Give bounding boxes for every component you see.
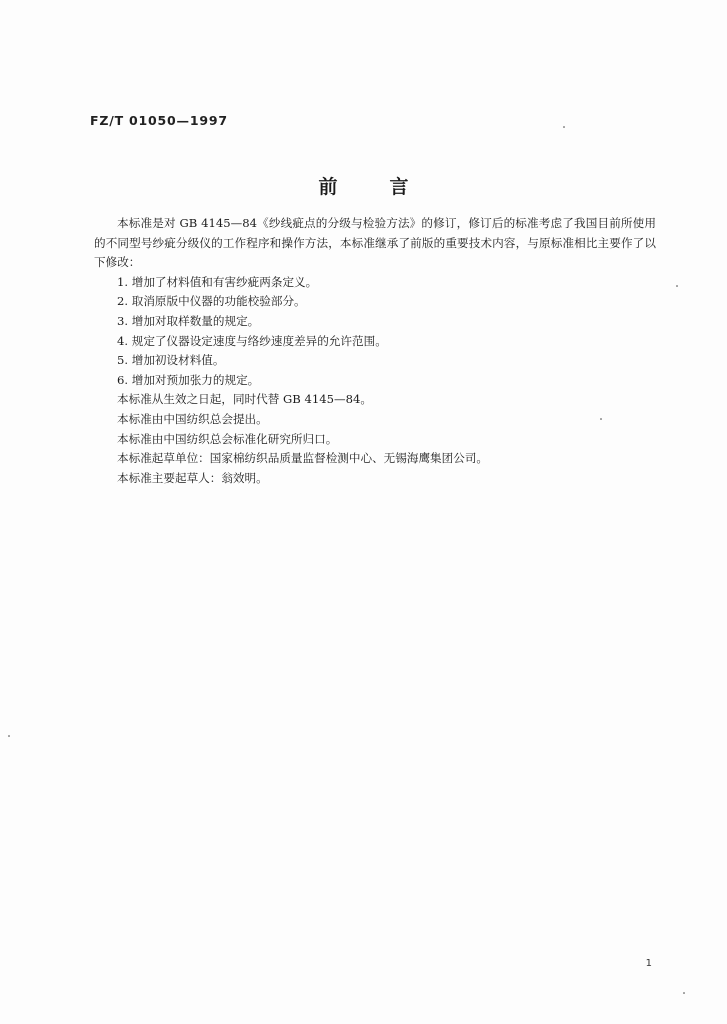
scan-speck xyxy=(600,418,602,420)
list-item: 1. 增加了材料值和有害纱疵两条定义。 xyxy=(117,274,318,289)
page-title: 前言 xyxy=(318,176,461,198)
proposer-statement: 本标准由中国纺织总会提出。 xyxy=(117,411,268,426)
list-item: 6. 增加对预加张力的规定。 xyxy=(117,372,260,387)
scan-speck xyxy=(676,285,678,287)
list-item: 3. 增加对取样数量的规定。 xyxy=(117,313,260,328)
scan-speck xyxy=(683,992,685,994)
replacement-statement: 本标准从生效之日起，同时代替 GB 4145—84。 xyxy=(117,392,372,407)
intro-paragraph: 本标准是对 GB 4145—84《纱线疵点的分级与检验方法》的修订，修订后的标准考虑了我国目前所使用的不同型号纱疵分级仪的工作程序和操作方法，本标准继承了前版的重要技术内容，与原标准相比主要作了以下修改： xyxy=(94,216,656,270)
list-item: 2. 取消原版中仪器的功能校验部分。 xyxy=(117,294,306,309)
drafters-statement: 本标准主要起草人：翁效明。 xyxy=(117,470,268,485)
list-item: 5. 增加初设材料值。 xyxy=(117,353,225,368)
scan-speck xyxy=(563,126,565,128)
scan-speck xyxy=(8,735,10,737)
drafting-units-statement: 本标准起草单位：国家棉纺织品质量监督检测中心、无锡海鹰集团公司。 xyxy=(117,451,489,466)
page-number: 1 xyxy=(645,958,652,969)
standard-code: FZ/T 01050—1997 xyxy=(90,113,228,128)
foreword-body xyxy=(94,214,656,488)
changes-list xyxy=(94,273,656,391)
list-item: 4. 规定了仪器设定速度与络纱速度差异的允许范围。 xyxy=(117,333,387,348)
centralized-statement: 本标准由中国纺织总会标准化研究所归口。 xyxy=(117,431,338,446)
